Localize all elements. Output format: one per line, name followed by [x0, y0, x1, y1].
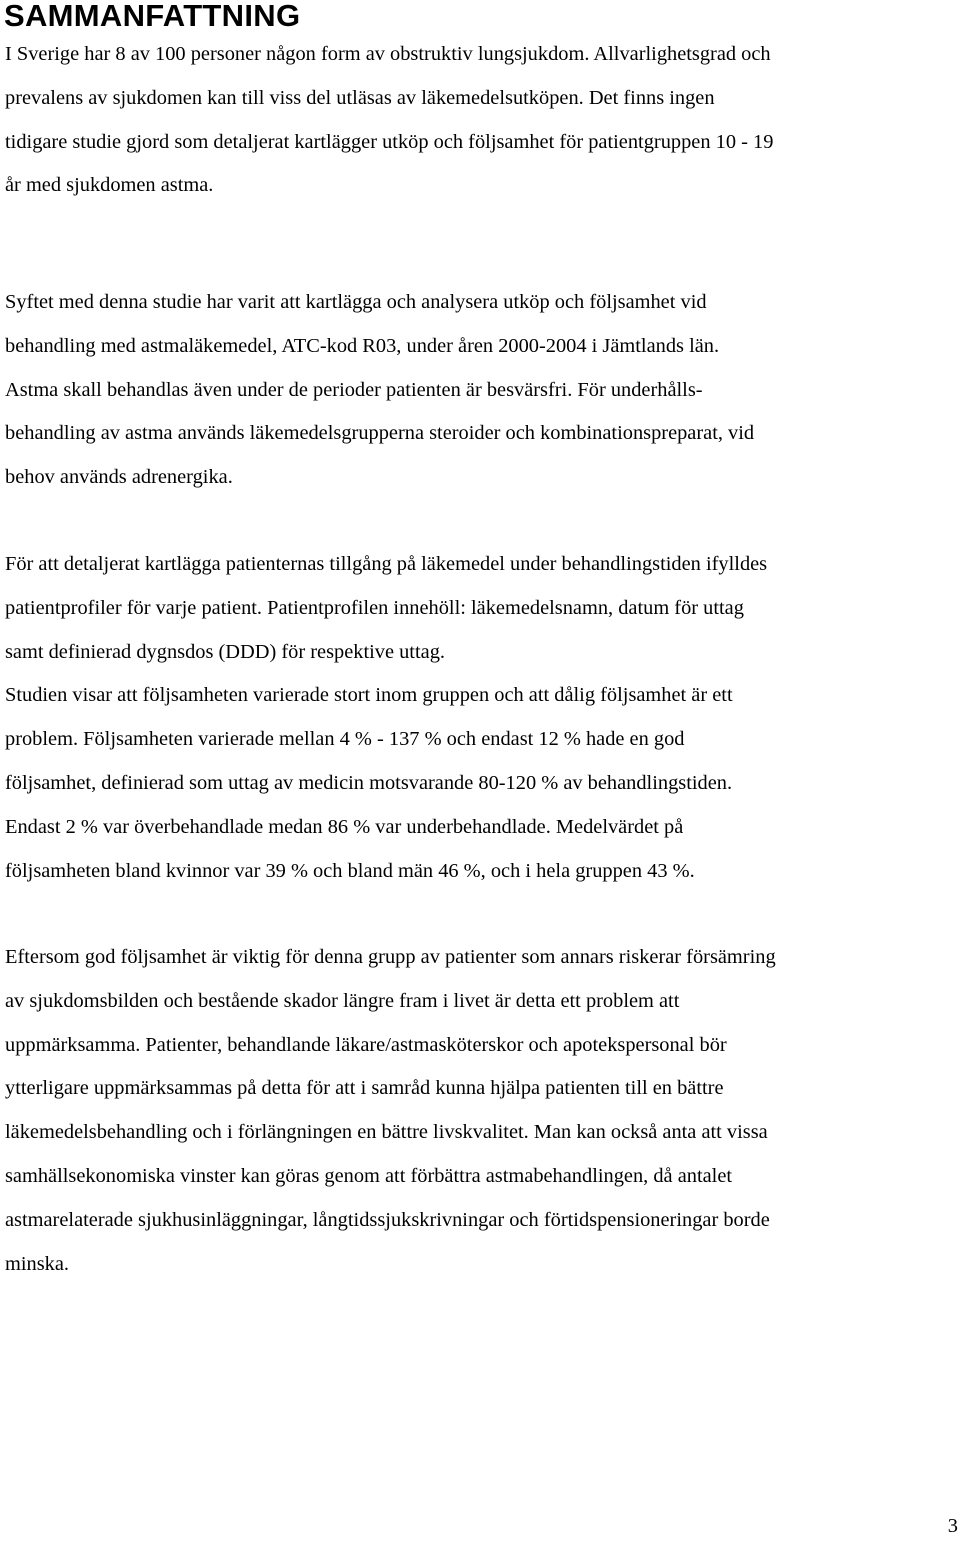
paragraph-line: patientprofiler för varje patient. Patientprofilen innehöll: läkemedelsnamn, datum för uttag [5, 596, 744, 619]
paragraph-method-results [5, 543, 960, 893]
paragraph-line: minska. [5, 1252, 69, 1275]
paragraph-line: ytterligare uppmärksammas på detta för att i samråd kunna hjälpa patienten till en bättre [5, 1077, 724, 1100]
paragraph-line: behov används adrenergika. [5, 466, 233, 489]
paragraph-line: Syftet med denna studie har varit att kartlägga och analysera utköp och följsamhet vid [5, 291, 707, 313]
paragraph-line: samt definierad dygnsdos (DDD) för respektive uttag. [5, 640, 445, 663]
paragraph-line: tidigare studie gjord som detaljerat kartlägger utköp och följsamhet för patientgruppen 10 - 19 [5, 130, 774, 153]
paragraph-line: astmarelaterade sjukhusinläggningar, långtidssjukskrivningar och förtidspensioneringar borde [5, 1208, 770, 1231]
paragraph-line: behandling av astma används läkemedelsgrupperna steroider och kombinationspreparat, vid [5, 422, 755, 445]
paragraph-line: samhällsekonomiska vinster kan göras genom att förbättra astmabehandlingen, då antalet [5, 1164, 733, 1187]
paragraph-line: Studien visar att följsamheten varierade stort inom gruppen och att dålig följsamhet är ett [5, 684, 733, 707]
paragraph-line: följsamhet, definierad som uttag av medicin motsvarande 80-120 % av behandlingstiden. [5, 771, 733, 794]
paragraph-line: av sjukdomsbilden och bestående skador längre fram i livet är detta ett problem att [5, 989, 680, 1012]
paragraph-line: följsamheten bland kvinnor var 39 % och bland män 46 %, och i hela gruppen 43 %. [5, 859, 695, 882]
paragraph-line: För att detaljerat kartlägga patienternas tillgång på läkemedel under behandlingstiden ifylldes [5, 553, 768, 575]
paragraph-intro [5, 33, 960, 208]
paragraph-purpose [5, 281, 960, 500]
paragraph-line: Eftersom god följsamhet är viktig för denna grupp av patienter som annars riskerar försämring [5, 946, 776, 968]
paragraph-line: prevalens av sjukdomen kan till viss del utläsas av läkemedelsutköpen. Det finns ingen [5, 86, 715, 109]
paragraph-line: år med sjukdomen astma. [5, 174, 214, 197]
paragraph-line: Astma skall behandlas även under de perioder patienten är besvärsfri. För underhålls- [5, 378, 703, 401]
paragraph-line: uppmärksamma. Patienter, behandlande läkare/astmasköterskor och apotekspersonal bör [5, 1033, 727, 1056]
page-number: 3 [947, 1515, 958, 1537]
paragraph-line: behandling med astmaläkemedel, ATC-kod R03, under åren 2000-2004 i Jämtlands län. [5, 334, 720, 357]
paragraph-line: läkemedelsbehandling och i förlängningen en bättre livskvalitet. Man kan också anta att vissa [5, 1121, 768, 1144]
paragraph-line: problem. Följsamheten varierade mellan 4 % - 137 % och endast 12 % hade en god [5, 728, 685, 751]
paragraph-line: Endast 2 % var överbehandlade medan 86 % var underbehandlade. Medelvärdet på [5, 815, 684, 838]
page-title: SAMMANFATTNING [4, 0, 301, 33]
paragraph-conclusion [5, 936, 960, 1286]
paragraph-line: I Sverige har 8 av 100 personer någon form av obstruktiv lungsjukdom. Allvarlighetsgrad och [5, 43, 771, 65]
